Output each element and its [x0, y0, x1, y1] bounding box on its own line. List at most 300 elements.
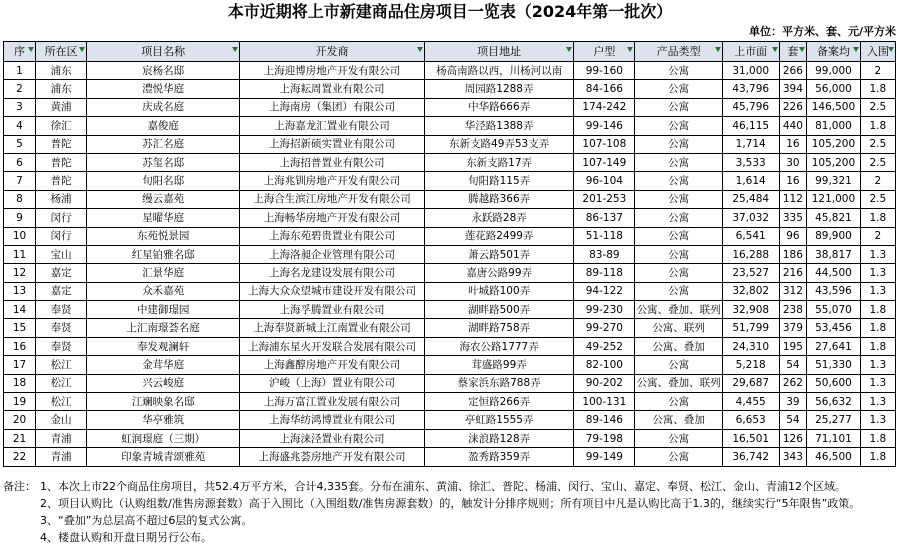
note-text: 2、项目认购比（认购组数/准售房源套数）高于入围比（入围组数/准售房源套数）的，触发计分排序规则；所有项目中凡是认购比高于1.3的，继续实行“5年限售”政策。	[40, 497, 861, 510]
col-address-cell: 永跃路28弄	[424, 209, 574, 227]
col-avg-price-cell: 43,596	[807, 282, 860, 300]
note-text: 3、“叠加”为总层高不超过6层的复式公寓。	[40, 514, 253, 527]
col-listed-area-cell: 23,527	[722, 264, 779, 282]
col-project-name-cell: 星曜华庭	[87, 209, 240, 227]
table-row	[4, 80, 896, 98]
col-project-name-cell: 兴云峻庭	[87, 374, 240, 392]
col-index-cell: 4	[4, 117, 36, 135]
col-product-type-cell: 公寓	[635, 62, 723, 80]
col-avg-price-cell: 146,500	[807, 98, 860, 116]
col-product-type-cell: 公寓	[635, 264, 723, 282]
col-unit-type-cell: 99-149	[574, 448, 635, 466]
col-district-cell: 嘉定	[36, 282, 87, 300]
col-avg-price-cell: 38,817	[807, 245, 860, 263]
col-address-cell: 腾越路366弄	[424, 190, 574, 208]
col-avg-price-cell: 71,101	[807, 429, 860, 447]
col-avg-price-cell: 99,000	[807, 62, 860, 80]
col-shortlist-ratio-cell: 1.3	[860, 411, 895, 429]
col-developer-cell: 上海名龙建设发展有限公司	[240, 264, 425, 282]
header-label: 上市面	[734, 44, 768, 58]
col-unit-count-cell: 343	[779, 448, 807, 466]
col-listed-area-cell: 3,533	[722, 153, 779, 171]
col-district-cell: 普陀	[36, 153, 87, 171]
col-listed-area-header[interactable]	[722, 42, 779, 62]
col-unit-count-cell: 262	[779, 374, 807, 392]
col-index-cell: 20	[4, 411, 36, 429]
col-product-type-cell: 公寓	[635, 227, 723, 245]
col-developer-cell: 上海奉贤新城上江南置业有限公司	[240, 319, 425, 337]
col-developer-cell: 上海大众众望城市建设开发有限公司	[240, 282, 425, 300]
col-project-name-cell: 中建御璟园	[87, 301, 240, 319]
projects-table	[3, 41, 896, 467]
col-index-cell: 11	[4, 245, 36, 263]
table-row	[4, 282, 896, 300]
col-unit-type-cell: 201-253	[574, 190, 635, 208]
table-row	[4, 429, 896, 447]
col-listed-area-cell: 45,796	[722, 98, 779, 116]
header-row	[4, 42, 896, 62]
col-developer-cell: 上海兆钏房地产开发有限公司	[240, 172, 425, 190]
col-unit-count-cell: 54	[779, 356, 807, 374]
col-developer-cell: 沪峻（上海）置业有限公司	[240, 374, 425, 392]
col-shortlist-ratio-cell: 1.3	[860, 282, 895, 300]
col-address-cell: 亭虹路1555弄	[424, 411, 574, 429]
header-label: 备案均	[816, 44, 850, 58]
header-label: 开发商	[315, 44, 349, 58]
col-address-cell: 湖畔路500弄	[424, 301, 574, 319]
filter-dropdown-icon[interactable]	[799, 47, 805, 52]
table-row	[4, 190, 896, 208]
filter-dropdown-icon[interactable]	[566, 47, 572, 52]
col-project-name-cell: 苏汇名庭	[87, 135, 240, 153]
header-label: 序	[14, 44, 26, 58]
col-avg-price-cell: 27,641	[807, 337, 860, 355]
col-listed-area-cell: 51,799	[722, 319, 779, 337]
col-shortlist-ratio-cell: 2.5	[860, 98, 895, 116]
col-product-type-cell: 公寓、叠加	[635, 337, 723, 355]
col-unit-type-cell: 96-104	[574, 172, 635, 190]
col-listed-area-cell: 29,687	[722, 374, 779, 392]
col-developer-cell: 上海洛昶企业管理有限公司	[240, 245, 425, 263]
col-index-cell: 13	[4, 282, 36, 300]
col-address-cell: 嘉唐公路99弄	[424, 264, 574, 282]
col-unit-type-cell: 90-202	[574, 374, 635, 392]
col-product-type-cell: 公寓	[635, 117, 723, 135]
col-shortlist-ratio-cell: 1.3	[860, 393, 895, 411]
table-row	[4, 374, 896, 392]
col-unit-type-header[interactable]	[574, 42, 635, 62]
col-developer-cell: 上海耘周置业有限公司	[240, 80, 425, 98]
col-developer-cell: 上海招普置业有限公司	[240, 153, 425, 171]
col-listed-area-cell: 36,742	[722, 448, 779, 466]
col-listed-area-cell: 6,653	[722, 411, 779, 429]
col-avg-price-cell: 105,200	[807, 135, 860, 153]
filter-dropdown-icon[interactable]	[79, 47, 85, 52]
col-product-type-header[interactable]	[635, 42, 723, 62]
col-unit-count-cell: 30	[779, 153, 807, 171]
col-unit-type-cell: 86-137	[574, 209, 635, 227]
table-row	[4, 227, 896, 245]
col-product-type-cell: 公寓、叠加、联列	[635, 374, 723, 392]
filter-dropdown-icon[interactable]	[888, 47, 894, 52]
filter-dropdown-icon[interactable]	[715, 47, 721, 52]
col-address-cell: 茸盛路99弄	[424, 356, 574, 374]
col-unit-type-cell: 49-252	[574, 337, 635, 355]
table-row	[4, 319, 896, 337]
col-project-name-cell: 庆成名庭	[87, 98, 240, 116]
col-product-type-cell: 公寓、叠加、联列	[635, 301, 723, 319]
col-shortlist-ratio-cell: 1.8	[860, 319, 895, 337]
col-listed-area-cell: 31,000	[722, 62, 779, 80]
col-project-name-cell: 奉发观澜轩	[87, 337, 240, 355]
col-index-cell: 17	[4, 356, 36, 374]
col-avg-price-cell: 99,321	[807, 172, 860, 190]
col-listed-area-cell: 24,310	[722, 337, 779, 355]
table-row	[4, 172, 896, 190]
col-shortlist-ratio-cell: 2.5	[860, 190, 895, 208]
col-developer-cell: 上海合生滨江房地产开发有限公司	[240, 190, 425, 208]
col-unit-count-header[interactable]	[779, 42, 807, 62]
col-shortlist-ratio-cell: 2	[860, 62, 895, 80]
col-developer-cell: 上海嘉龙汇置业有限公司	[240, 117, 425, 135]
col-unit-type-cell: 107-108	[574, 135, 635, 153]
table-row	[4, 209, 896, 227]
col-shortlist-ratio-cell: 1.3	[860, 374, 895, 392]
col-shortlist-ratio-cell: 1.8	[860, 117, 895, 135]
col-product-type-cell: 公寓	[635, 282, 723, 300]
col-project-name-cell: 上汇南璟荟名庭	[87, 319, 240, 337]
col-district-cell: 奉贤	[36, 337, 87, 355]
col-project-name-cell: 红星铂雅名邸	[87, 245, 240, 263]
col-unit-count-cell: 126	[779, 429, 807, 447]
col-unit-type-cell: 79-198	[574, 429, 635, 447]
col-product-type-cell: 公寓	[635, 448, 723, 466]
col-unit-count-cell: 312	[779, 282, 807, 300]
table-row	[4, 117, 896, 135]
col-product-type-cell: 公寓	[635, 172, 723, 190]
header-label: 项目名称	[141, 44, 186, 58]
col-listed-area-cell: 32,802	[722, 282, 779, 300]
header-label: 套	[787, 44, 799, 58]
col-district-cell: 普陀	[36, 135, 87, 153]
col-district-cell: 松江	[36, 393, 87, 411]
col-developer-cell: 上海东苑碧贵置业有限公司	[240, 227, 425, 245]
col-shortlist-ratio-cell: 1.3	[860, 245, 895, 263]
col-unit-count-cell: 226	[779, 98, 807, 116]
notes-label: 备注：	[3, 480, 36, 493]
col-project-name-cell: 旬阳名邸	[87, 172, 240, 190]
col-developer-header[interactable]	[240, 42, 425, 62]
col-avg-price-cell: 55,070	[807, 301, 860, 319]
filter-dropdown-icon[interactable]	[417, 47, 423, 52]
col-unit-count-cell: 186	[779, 245, 807, 263]
col-district-cell: 奉贤	[36, 301, 87, 319]
col-index-cell: 14	[4, 301, 36, 319]
col-unit-type-cell: 174-242	[574, 98, 635, 116]
col-avg-price-cell: 121,000	[807, 190, 860, 208]
col-avg-price-cell: 56,000	[807, 80, 860, 98]
col-product-type-cell: 公寓、叠加	[635, 411, 723, 429]
header-label: 所在区	[44, 44, 78, 58]
col-unit-count-cell: 266	[779, 62, 807, 80]
note-line-4	[3, 529, 898, 546]
col-district-cell: 杨浦	[36, 190, 87, 208]
col-address-cell: 湖畔路758弄	[424, 319, 574, 337]
col-unit-count-cell: 39	[779, 393, 807, 411]
unit-label: 单位：平方米、套、元/平方米	[748, 25, 896, 38]
col-unit-count-cell: 440	[779, 117, 807, 135]
col-shortlist-ratio-cell: 1.8	[860, 337, 895, 355]
note-text: 4、楼盘认购和开盘日期另行公布。	[40, 531, 212, 544]
col-product-type-cell: 公寓	[635, 245, 723, 263]
col-listed-area-cell: 43,796	[722, 80, 779, 98]
col-index-cell: 9	[4, 209, 36, 227]
filter-dropdown-icon[interactable]	[772, 47, 778, 52]
col-index-cell: 1	[4, 62, 36, 80]
col-address-cell: 东新支路17弄	[424, 153, 574, 171]
col-project-name-cell: 众禾嘉苑	[87, 282, 240, 300]
header-label: 入围	[866, 44, 889, 58]
col-product-type-cell: 公寓、联列	[635, 319, 723, 337]
col-unit-type-cell: 51-118	[574, 227, 635, 245]
col-project-name-cell: 苏玺名邸	[87, 153, 240, 171]
col-unit-count-cell: 195	[779, 337, 807, 355]
col-project-name-cell: 宸杨名邸	[87, 62, 240, 80]
col-unit-type-cell: 94-122	[574, 282, 635, 300]
col-project-name-cell: 嘉俊庭	[87, 117, 240, 135]
col-listed-area-cell: 32,908	[722, 301, 779, 319]
col-project-name-cell: 江斓映象名邸	[87, 393, 240, 411]
col-shortlist-ratio-cell: 1.8	[860, 80, 895, 98]
col-avg-price-cell: 89,900	[807, 227, 860, 245]
col-index-cell: 15	[4, 319, 36, 337]
col-listed-area-cell: 37,032	[722, 209, 779, 227]
note-line-2	[3, 495, 898, 512]
col-district-cell: 金山	[36, 411, 87, 429]
col-developer-cell: 上海招新硕实置业有限公司	[240, 135, 425, 153]
col-avg-price-cell: 45,821	[807, 209, 860, 227]
table-row	[4, 448, 896, 466]
col-index-cell: 3	[4, 98, 36, 116]
col-unit-type-cell: 89-118	[574, 264, 635, 282]
col-developer-cell: 上海浦东星火开发联合发展有限公司	[240, 337, 425, 355]
col-project-name-cell: 金茸华庭	[87, 356, 240, 374]
col-index-cell: 12	[4, 264, 36, 282]
filter-dropdown-icon[interactable]	[853, 47, 859, 52]
col-address-header[interactable]	[424, 42, 574, 62]
col-product-type-cell: 公寓	[635, 98, 723, 116]
col-index-cell: 16	[4, 337, 36, 355]
col-shortlist-ratio-cell: 1.8	[860, 209, 895, 227]
filter-dropdown-icon[interactable]	[232, 47, 238, 52]
col-unit-type-cell: 83-89	[574, 245, 635, 263]
col-unit-count-cell: 216	[779, 264, 807, 282]
col-shortlist-ratio-cell: 1.3	[860, 356, 895, 374]
col-shortlist-ratio-cell: 2	[860, 227, 895, 245]
col-avg-price-cell: 44,500	[807, 264, 860, 282]
col-project-name-cell: 缦云嘉苑	[87, 190, 240, 208]
col-address-cell: 定恒路266弄	[424, 393, 574, 411]
col-district-cell: 青浦	[36, 429, 87, 447]
col-product-type-cell: 公寓	[635, 135, 723, 153]
col-unit-count-cell: 238	[779, 301, 807, 319]
table-row	[4, 264, 896, 282]
table-row	[4, 337, 896, 355]
col-avg-price-cell: 105,200	[807, 153, 860, 171]
col-listed-area-cell: 6,541	[722, 227, 779, 245]
col-address-cell: 蔡家浜东路788弄	[424, 374, 574, 392]
col-shortlist-ratio-header[interactable]	[860, 42, 895, 62]
col-address-cell: 涞浪路128弄	[424, 429, 574, 447]
table-row	[4, 301, 896, 319]
col-project-name-cell: 印象青城青颂雅苑	[87, 448, 240, 466]
table-row	[4, 135, 896, 153]
col-address-cell: 中华路666弄	[424, 98, 574, 116]
table-row	[4, 153, 896, 171]
col-listed-area-cell: 25,484	[722, 190, 779, 208]
col-index-header[interactable]	[4, 42, 36, 62]
col-product-type-cell: 公寓	[635, 80, 723, 98]
col-district-cell: 闵行	[36, 227, 87, 245]
col-unit-count-cell: 112	[779, 190, 807, 208]
col-district-cell: 嘉定	[36, 264, 87, 282]
col-unit-type-cell: 100-131	[574, 393, 635, 411]
col-developer-cell: 上海涞泾置业有限公司	[240, 429, 425, 447]
col-unit-count-cell: 16	[779, 135, 807, 153]
col-project-name-cell: 澧悦华庭	[87, 80, 240, 98]
col-district-cell: 松江	[36, 374, 87, 392]
col-index-cell: 18	[4, 374, 36, 392]
col-developer-cell: 上海迎博房地产开发有限公司	[240, 62, 425, 80]
col-listed-area-cell: 1,614	[722, 172, 779, 190]
header-label: 产品类型	[656, 44, 701, 58]
col-shortlist-ratio-cell: 1.8	[860, 301, 895, 319]
col-listed-area-cell: 4,455	[722, 393, 779, 411]
col-district-cell: 黄浦	[36, 98, 87, 116]
filter-dropdown-icon[interactable]	[28, 47, 34, 52]
col-listed-area-cell: 46,115	[722, 117, 779, 135]
col-address-cell: 萧云路501弄	[424, 245, 574, 263]
col-unit-type-cell: 99-270	[574, 319, 635, 337]
col-shortlist-ratio-cell: 2	[860, 172, 895, 190]
col-project-name-cell: 东苑悦景园	[87, 227, 240, 245]
table-row	[4, 98, 896, 116]
col-unit-count-cell: 16	[779, 172, 807, 190]
col-unit-count-cell: 96	[779, 227, 807, 245]
col-index-cell: 8	[4, 190, 36, 208]
col-unit-type-cell: 99-160	[574, 62, 635, 80]
col-project-name-cell: 虹润璟庭（三期）	[87, 429, 240, 447]
col-product-type-cell: 公寓	[635, 153, 723, 171]
col-unit-count-cell: 394	[779, 80, 807, 98]
table-body	[4, 62, 896, 467]
note-line-1	[3, 478, 898, 495]
col-index-cell: 2	[4, 80, 36, 98]
col-district-cell: 徐汇	[36, 117, 87, 135]
col-shortlist-ratio-cell: 1.8	[860, 448, 895, 466]
col-product-type-cell: 公寓	[635, 393, 723, 411]
col-index-cell: 10	[4, 227, 36, 245]
col-project-name-cell: 汇景华庭	[87, 264, 240, 282]
col-project-name-header[interactable]	[87, 42, 240, 62]
col-shortlist-ratio-cell: 1.3	[860, 264, 895, 282]
col-product-type-cell: 公寓	[635, 209, 723, 227]
col-product-type-cell: 公寓	[635, 190, 723, 208]
col-avg-price-cell: 25,277	[807, 411, 860, 429]
col-developer-cell: 上海畅华房地产开发有限公司	[240, 209, 425, 227]
col-unit-type-cell: 99-146	[574, 117, 635, 135]
col-product-type-cell: 公寓	[635, 356, 723, 374]
table-row	[4, 393, 896, 411]
col-listed-area-cell: 16,288	[722, 245, 779, 263]
col-avg-price-cell: 46,500	[807, 448, 860, 466]
col-index-cell: 22	[4, 448, 36, 466]
col-unit-count-cell: 54	[779, 411, 807, 429]
col-unit-count-cell: 335	[779, 209, 807, 227]
col-district-cell: 普陀	[36, 172, 87, 190]
col-address-cell: 盈秀路359弄	[424, 448, 574, 466]
note-text: 1、本次上市22个商品住房项目，共52.4万平方米，合计4,335套。分布在浦东、黄浦、徐汇、普陀、杨浦、闵行、宝山、嘉定、奉贤、松江、金山、青浦12个区域。	[40, 480, 846, 493]
filter-dropdown-icon[interactable]	[627, 47, 633, 52]
col-address-cell: 海农公路1777弄	[424, 337, 574, 355]
table-row	[4, 411, 896, 429]
col-address-cell: 周园路1288弄	[424, 80, 574, 98]
col-unit-type-cell: 82-100	[574, 356, 635, 374]
col-avg-price-cell: 81,000	[807, 117, 860, 135]
col-address-cell: 杨高南路以西，川杨河以南	[424, 62, 574, 80]
col-listed-area-cell: 5,218	[722, 356, 779, 374]
header-label: 户型	[593, 44, 616, 58]
col-unit-count-cell: 379	[779, 319, 807, 337]
col-developer-cell: 上海鑫醇房地产开发有限公司	[240, 356, 425, 374]
col-unit-type-cell: 89-146	[574, 411, 635, 429]
col-address-cell: 叶城路100弄	[424, 282, 574, 300]
col-avg-price-header[interactable]	[807, 42, 860, 62]
col-index-cell: 6	[4, 153, 36, 171]
col-district-cell: 浦东	[36, 80, 87, 98]
col-district-cell: 宝山	[36, 245, 87, 263]
col-unit-type-cell: 99-230	[574, 301, 635, 319]
table-row	[4, 62, 896, 80]
col-developer-cell: 上海万富江置业发展有限公司	[240, 393, 425, 411]
col-district-cell: 奉贤	[36, 319, 87, 337]
col-district-header[interactable]	[36, 42, 87, 62]
col-avg-price-cell: 50,600	[807, 374, 860, 392]
col-avg-price-cell: 51,330	[807, 356, 860, 374]
col-district-cell: 松江	[36, 356, 87, 374]
header-label: 项目地址	[477, 44, 522, 58]
col-index-cell: 5	[4, 135, 36, 153]
col-developer-cell: 上海盛兆荟房地产开发有限公司	[240, 448, 425, 466]
col-shortlist-ratio-cell: 1.8	[860, 429, 895, 447]
col-district-cell: 闵行	[36, 209, 87, 227]
col-developer-cell: 上海华纺鸿博置业有限公司	[240, 411, 425, 429]
col-shortlist-ratio-cell: 2.5	[860, 153, 895, 171]
col-shortlist-ratio-cell: 2.5	[860, 135, 895, 153]
table-row	[4, 245, 896, 263]
col-avg-price-cell: 53,456	[807, 319, 860, 337]
col-developer-cell: 上海南房（集团）有限公司	[240, 98, 425, 116]
col-district-cell: 浦东	[36, 62, 87, 80]
col-unit-type-cell: 107-149	[574, 153, 635, 171]
col-avg-price-cell: 56,632	[807, 393, 860, 411]
col-product-type-cell: 公寓	[635, 429, 723, 447]
col-listed-area-cell: 1,714	[722, 135, 779, 153]
col-address-cell: 华泾路1388弄	[424, 117, 574, 135]
col-listed-area-cell: 16,501	[722, 429, 779, 447]
col-developer-cell: 上海孚腾置业有限公司	[240, 301, 425, 319]
note-line-3	[3, 512, 898, 529]
